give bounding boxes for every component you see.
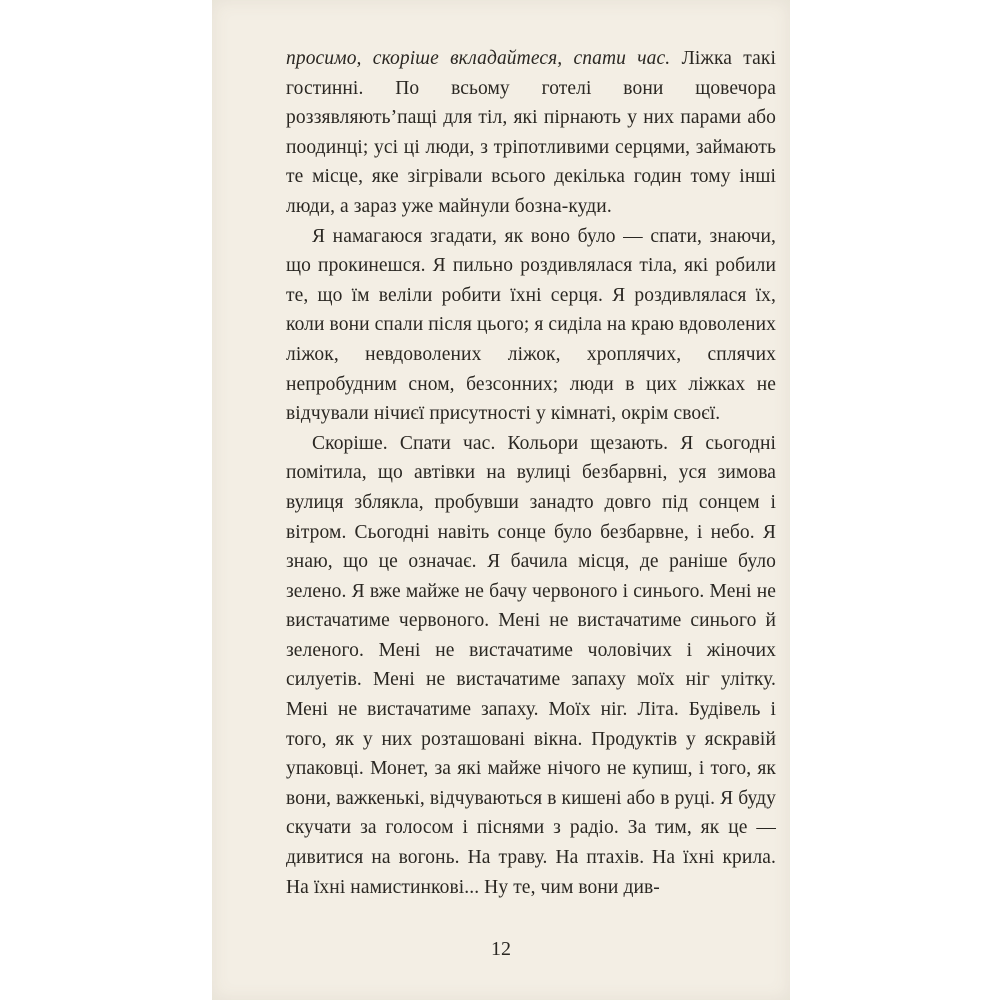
page-number: 12 xyxy=(491,938,511,960)
paragraph-3: Скоріше. Спати час. Кольори щезають. Я сьогодні помітила, що автівки на вулиці безбарвні, уся зимова вулиця зблякла, пробувши занадто довго під сонцем і вітром. Сьогодні навіть сонце було безбарвне, і небо. Я знаю, що це означає. Я бачила місця, де раніше було зелено. Я вже майже не бачу червоного і синього. Мені не вистачатиме червоного. Мені не вистачатиме синього й зеленого. Мені не вистачатиме чоловічих і жіночих силуетів. Мені не вистачатиме запаху моїх ніг улітку. Мені не вистачатиме запаху. Моїх ніг. Літа. Будівель і того, як у них розташовані вікна. Продуктів у яскравій упаковці. Монет, за які майже нічого не купиш, і того, як вони, важкенькі, відчуваються в кишені або в руці. Я буду скучати за голосом і піснями з радіо. За тим, як це — дивитися на вогонь. На траву. На птахів. На їхні крила. На їхні намистинкові... Ну те, чим вони див- xyxy=(286,432,776,898)
book-page xyxy=(212,0,790,1000)
paragraph-2: Я намагаюся згадати, як воно було — спати, знаючи, що прокинешся. Я пильно роздивлялася тіла, які робили те, що їм веліли робити їхні серця. Я роздивлялася їх, коли вони спали після цього; я сиділа на краю вдоволених ліжок, невдоволених ліжок, хроплячих, сплячих непробудним сном, безсонних; люди в цих ліжках не відчували нічиєї присутності у кімнаті, окрім своєї. xyxy=(286,225,776,425)
paragraph-1-text: Ліжка такі гостинні. По всьому готелі вони щовечора роззявляють’пащі для тіл, які пірнають у них парами або поодинці; усі ці люди, з тріпотливими серцями, займають те місце, яке зігрівали всього декілька годин тому інші люди, а зараз уже майнули бозна-куди. xyxy=(286,48,777,217)
body-text xyxy=(286,44,776,902)
paragraph-1 xyxy=(286,44,776,222)
italic-lead: просимо, скоріше вкладайтеся, спати час. xyxy=(286,48,671,69)
